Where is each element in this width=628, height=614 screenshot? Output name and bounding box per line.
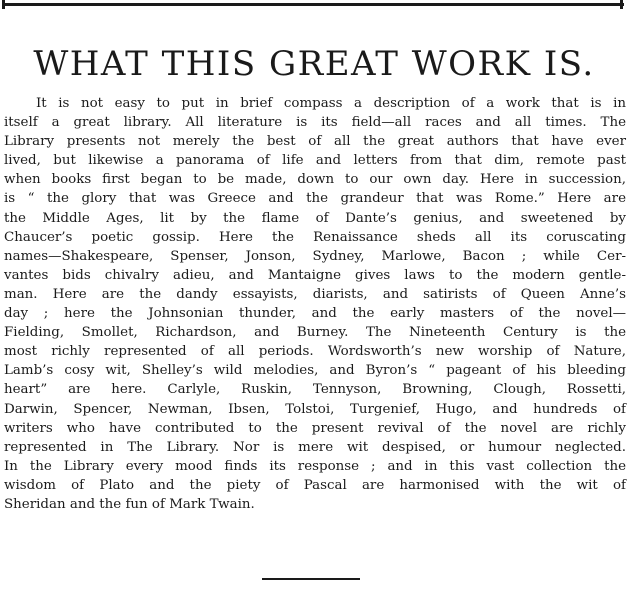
paragraph-line: Sheridan and the fun of Mark Twain. xyxy=(4,496,255,512)
paragraph-line: heart” are here. Carlyle, Ruskin, Tennyson, Browning, Clough, Rossetti, xyxy=(4,382,626,398)
paragraph-line: Darwin, Spencer, Newman, Ibsen, Tolstoi, Turgenief, Hugo, and hundreds of xyxy=(4,401,626,417)
paragraph-line: Chaucer’s poetic gossip. Here the Renaissance sheds all its coruscating xyxy=(4,229,626,245)
body-paragraph xyxy=(4,94,626,514)
page-title: WHAT THIS GREAT WORK IS. xyxy=(33,44,595,84)
paragraph-line: is “ the glory that was Greece and the grandeur that was Rome.” Here are xyxy=(4,191,626,207)
paragraph-line: Fielding, Smollet, Richardson, and Burney. The Nineteenth Century is the xyxy=(4,325,626,341)
paragraph-line: lived, but likewise a panorama of life and letters from that dim, remote past xyxy=(4,153,626,169)
paragraph-line: the Middle Ages, lit by the flame of Dante’s genius, and sweetened by xyxy=(4,210,626,226)
paragraph-line: vantes bids chivalry adieu, and Mantaigne gives laws to the modern gentle- xyxy=(4,267,626,283)
paragraph-line: Lamb’s cosy wit, Shelley’s wild melodies, and Byron’s “ pageant of his bleeding xyxy=(4,363,626,379)
bottom-ornament-rule xyxy=(262,578,360,580)
paragraph-line: In the Library every mood finds its response ; and in this vast collection the xyxy=(4,458,626,474)
paragraph-line: It is not easy to put in brief compass a description of a work that is in xyxy=(36,96,626,111)
top-border-rule xyxy=(2,3,624,6)
top-border-rule-right-end xyxy=(620,0,623,9)
paragraph-line: represented in The Library. Nor is mere wit despised, or humour neglected. xyxy=(4,439,626,455)
paragraph-line: names—Shakespeare, Spenser, Jonson, Sydney, Marlowe, Bacon ; while Cer- xyxy=(4,248,626,264)
paragraph-line: writers who have contributed to the present revival of the novel are richly xyxy=(4,420,626,436)
paragraph-line: man. Here are the dandy essayists, diarists, and satirists of Queen Anne’s xyxy=(4,286,626,302)
paragraph-line: when books first began to be made, down to our own day. Here in succession, xyxy=(4,172,626,188)
top-border-rule-left-end xyxy=(2,0,5,9)
paragraph-line: most richly represented of all periods. Wordsworth’s new worship of Nature, xyxy=(4,344,626,360)
paragraph-line: Library presents not merely the best of all the great authors that have ever xyxy=(4,134,626,150)
paragraph-line: day ; here the Johnsonian thunder, and the early masters of the novel— xyxy=(4,306,626,322)
paragraph-line: itself a great library. All literature is its field—all races and all times. The xyxy=(4,115,626,131)
paragraph-line: wisdom of Plato and the piety of Pascal are harmonised with the wit of xyxy=(4,477,626,493)
